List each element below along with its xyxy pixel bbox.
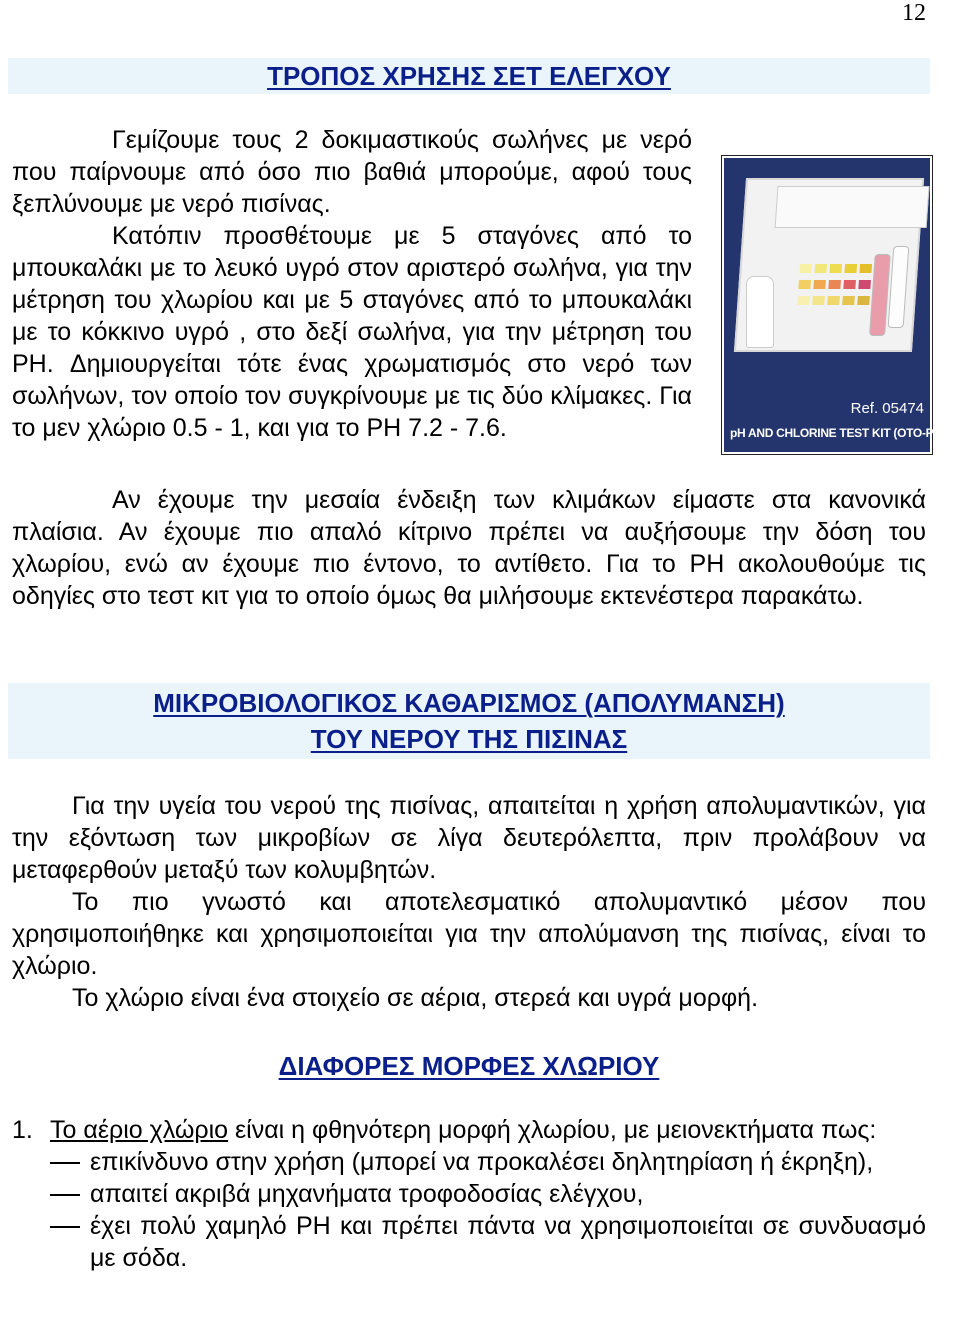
photo-ref: Ref. 05474: [850, 400, 924, 417]
photo-caption: pH AND CHLORINE TEST KIT (OTO-PHENOL): [730, 426, 978, 440]
results-text: [12, 484, 926, 612]
color-scale-chlorine: [799, 264, 872, 273]
paragraph: Αν έχουμε την μεσαία ένδειξη των κλιμάκων είμαστε στα κανονικά πλαίσια. Αν έχουμε πιο απαλό κίτρινο πρέπει να αυξήσουμε την δόση του χλωρίου, ενώ αν έχουμε πιο έντονο, το αντίθετο. Για το PH ακολουθούμε τις οδηγίες στο τεστ κιτ για το οποίο όμως θα μιλήσουμε εκτενέστερα παρακάτω.: [12, 486, 926, 610]
dash-marker: [50, 1146, 90, 1178]
heading-line-1: ΜΙΚΡΟΒΙΟΛΟΓΙΚΟΣ ΚΑΘΑΡΙΣΜΟΣ (ΑΠΟΛΥΜΑΝΣΗ): [153, 688, 785, 718]
test-kit-photo: [722, 156, 978, 454]
chlorine-forms-list: [12, 1114, 926, 1274]
list-number: 1.: [12, 1116, 33, 1144]
heading-text: ΔΙΑΦΟΡΕΣ ΜΟΡΦΕΣ ΧΛΩΡΙΟΥ: [278, 1051, 660, 1081]
dash-item: [50, 1210, 926, 1274]
paragraph: Για την υγεία του νερού της πισίνας, απαιτείται η χρήση απολυμαντικών, για την εξόντωση των μικροβίων σε λίγα δευτερόλεπτα, πριν προλάβουν να μεταφερθούν μεταξύ των κολυμβητών.: [12, 792, 926, 884]
dash-item: [50, 1146, 926, 1178]
dash-item-text: απαιτεί ακριβά μηχανήματα τροφοδοσίας ελέγχου,: [90, 1180, 644, 1208]
heading-text: ΤΡΟΠΟΣ ΧΡΗΣΗΣ ΣΕΤ ΕΛΕΓΧΟΥ: [267, 61, 671, 91]
dash-item-text: επικίνδυνο στην χρήση (μπορεί να προκαλέσει δηλητηρίαση ή έκρηξη),: [90, 1148, 874, 1176]
list-item-body: [50, 1114, 926, 1146]
test-tube: [888, 246, 910, 328]
list-item: [12, 1114, 926, 1146]
kit-lid: [775, 186, 930, 228]
paragraph: Γεμίζουμε τους 2 δοκιμαστικούς σωλήνες με νερό που παίρνουμε από όσο πιο βαθιά μπορούμε, αφού τους ξεπλύνουμε με νερό πισίνας.: [12, 126, 692, 218]
paragraph: Το πιο γνωστό και αποτελεσματικό απολυμαντικό μέσον που χρησιμοποιήθηκε και χρησιμοποιείται για την απολύμανση της πισίνας, είναι το χλώριο.: [12, 888, 926, 980]
page-number: 12: [902, 0, 926, 26]
paragraph: Κατόπιν προσθέτουμε με 5 σταγόνες από το μπουκαλάκι με το λευκό υγρό στον αριστερό σωλήνα, για την μέτρηση του χλωρίου και με 5 σταγόνες από το μπουκαλάκι με το κόκκινο υγρό , στο δεξί σωλήνα, για την μέτρηση του PH. Δημιουργείται τότε ένας χρωματισμός στο νερό των σωλήνων, τον οποίο τον συγκρίνουμε με τις δύο κλίμακες. Για το μεν χλώριο 0.5 - 1, και για το PH 7.2 - 7.6.: [12, 222, 692, 442]
color-scale-extra: [797, 296, 870, 305]
heading-line-2: ΤΟΥ ΝΕΡΟΥ ΤΗΣ ΠΙΣΙΝΑΣ: [310, 724, 628, 754]
list-item-text: είναι η φθηνότερη μορφή χλωρίου, με μειονεκτήματα πως:: [228, 1116, 877, 1144]
intro-text: [12, 124, 692, 444]
dash-item-text: έχει πολύ χαμηλό PH και πρέπει πάντα να χρησιμοποιείται σε συνδυασμό με σόδα.: [90, 1212, 926, 1272]
dash-marker: [50, 1178, 90, 1210]
color-scale-ph: [798, 280, 871, 289]
paragraph: Το χλώριο είναι ένα στοιχείο σε αέρια, στερεά και υγρά μορφή.: [72, 984, 759, 1012]
dash-marker: [50, 1210, 90, 1274]
section-heading-test-kit-usage: [8, 58, 930, 94]
section-heading-disinfection: [8, 683, 930, 759]
disinfection-text: [12, 790, 926, 1014]
list-item-term: Το αέριο χλώριο: [50, 1116, 229, 1144]
dash-item: [50, 1178, 926, 1210]
section-heading-chlorine-forms: [8, 1048, 930, 1084]
reagent-bottle: [746, 276, 774, 348]
